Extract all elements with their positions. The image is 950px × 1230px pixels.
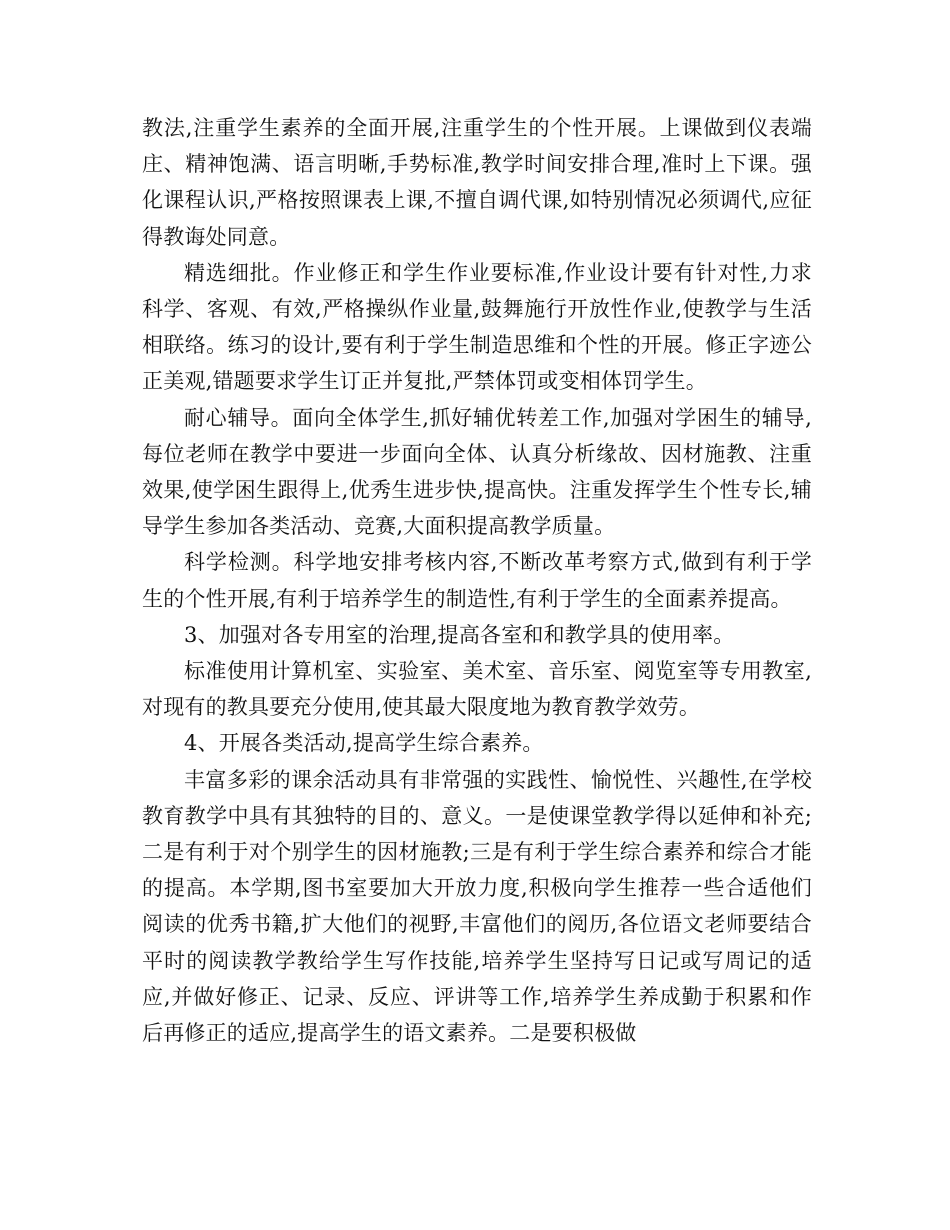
paragraph-homework: 精选细批。作业修正和学生作业要标准,作业设计要有针对性,力求科学、客观、有效,严格操纵作业量,鼓舞施行开放性作业,使教学与生活相联络。练习的设计,要有利于学生制造思维和个性的开展。修正字迹公正美观,错题要求学生订正并复批,严禁体罚或变相体罚学生。	[142, 260, 812, 394]
section-heading-3: 3、加强对各专用室的治理,提高各室和和教学具的使用率。	[184, 622, 735, 647]
paragraph-teaching-method: 教法,注重学生素养的全面开展,注重学生的个性开展。上课做到仪表端庄、精神饱满、语言明晰,手势标准,教学时间安排合理,准时上下课。强化课程认识,严格按照课表上课,不擅自调代课,如特别情况必须调代,应征得教诲处同意。	[142, 116, 812, 249]
section-heading-4: 4、开展各类活动,提高学生综合素养。	[184, 731, 544, 756]
document-body	[142, 110, 812, 1051]
paragraph-special-rooms: 标准使用计算机室、实验室、美术室、音乐室、阅览室等专用教室,对现有的教具要充分使用,使其最大限度地为教育教学效劳。	[142, 659, 812, 720]
paragraph-testing: 科学检测。科学地安排考核内容,不断改革考察方式,做到有利于学生的个性开展,有利于培养学生的制造性,有利于学生的全面素养提高。	[142, 550, 812, 611]
paragraph-tutoring: 耐心辅导。面向全体学生,抓好辅优转差工作,加强对学困生的辅导,每位老师在教学中要进一步面向全体、认真分析缘故、因材施教、注重效果,使学困生跟得上,优秀生进步快,提高快。注重发挥学生个性专长,辅导学生参加各类活动、竞赛,大面积提高教学质量。	[142, 405, 812, 539]
paragraph-activities: 丰富多彩的课余活动具有非常强的实践性、愉悦性、兴趣性,在学校教育教学中具有其独特的目的、意义。一是使课堂教学得以延伸和补充;二是有利于对个别学生的因材施教;三是有利于学生综合素养和综合才能的提高。本学期,图书室要加大开放力度,积极向学生推荐一些合适他们阅读的优秀书籍,扩大他们的视野,丰富他们的阅历,各位语文老师要结合平时的阅读教学教给学生写作技能,培养学生坚持写日记或写周记的适应,并做好修正、记录、反应、评讲等工作,培养学生养成勤于积累和作后再修正的适应,提高学生的语文素养。二是要积极做	[142, 767, 812, 1046]
